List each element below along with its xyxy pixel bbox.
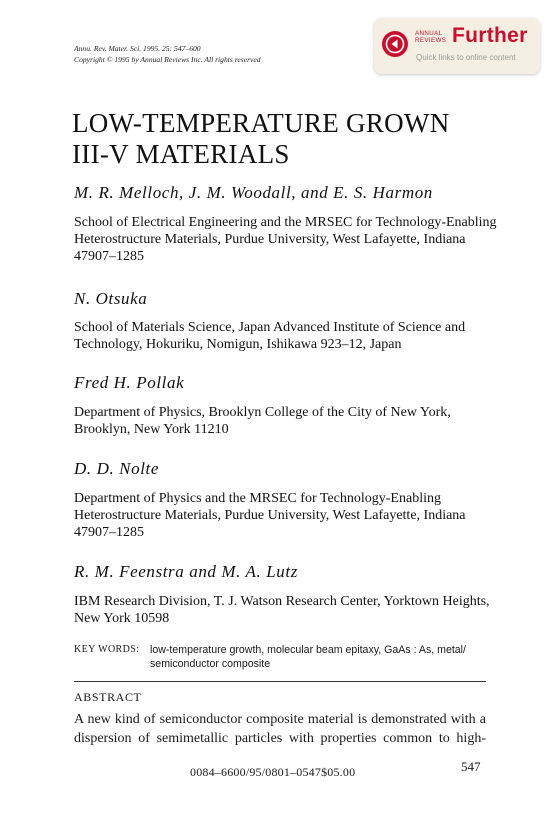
- abstract-heading: ABSTRACT: [74, 690, 142, 704]
- play-arrow-icon: [382, 31, 408, 57]
- citation-line-1: Annu. Rev. Mater. Sci. 1995. 25: 547–600: [74, 44, 201, 53]
- further-label: Further: [452, 24, 528, 47]
- divider: [74, 681, 486, 682]
- author-affiliation: School of Materials Science, Japan Advanced Institute of Science and Technology, Hokuriku, Nomigun, Ishikawa 923–12, Japan: [74, 320, 466, 352]
- abstract-line-2: dispersion of semimetallic particles with properties common to high-: [74, 731, 486, 746]
- copyright-code: 0084–6600/95/0801–0547$05.00: [190, 765, 356, 779]
- page-number: 547: [461, 759, 481, 774]
- author-names: Fred H. Pollak: [74, 373, 185, 392]
- citation-line-2: Copyright © 1995 by Annual Reviews Inc. All rights reserved: [74, 54, 261, 64]
- author-names: M. R. Melloch, J. M. Woodall, and E. S. Harmon: [74, 183, 433, 202]
- further-subtitle: Quick links to online content: [416, 53, 516, 62]
- author-names: R. M. Feenstra and M. A. Lutz: [74, 562, 298, 581]
- abstract-text: [74, 710, 486, 748]
- author-affiliation: IBM Research Division, T. J. Watson Research Center, Yorktown Heights, New York 10598: [74, 594, 490, 626]
- keywords-label: KEY WORDS:: [74, 644, 140, 655]
- further-badge[interactable]: [374, 18, 540, 74]
- title-line-2: III-V MATERIALS: [72, 139, 290, 169]
- author-affiliation: Department of Physics and the MRSEC for Technology-Enabling Heterostructure Materials, Purdue University, West Lafayette, Indiana 47907–1285: [74, 491, 466, 540]
- article-title: [72, 108, 492, 170]
- title-line-1: LOW-TEMPERATURE GROWN: [72, 108, 450, 138]
- keywords-text: low-temperature growth, molecular beam epitaxy, GaAs : As, metal/ semiconductor composite: [150, 644, 466, 670]
- author-affiliation: School of Electrical Engineering and the MRSEC for Technology-Enabling Heterostructure Materials, Purdue University, West Lafayette, Indiana 47907–1285: [74, 215, 497, 264]
- author-names: D. D. Nolte: [74, 459, 159, 478]
- author-affiliation: Department of Physics, Brooklyn College of the City of New York, Brooklyn, New York 11210: [74, 405, 451, 437]
- journal-citation: [74, 44, 261, 65]
- annual-reviews-label: ANNUAL REVIEWS: [415, 30, 447, 44]
- abstract-line-1: A new kind of semiconductor composite material is demonstrated with a: [74, 712, 486, 727]
- author-names: N. Otsuka: [74, 289, 148, 308]
